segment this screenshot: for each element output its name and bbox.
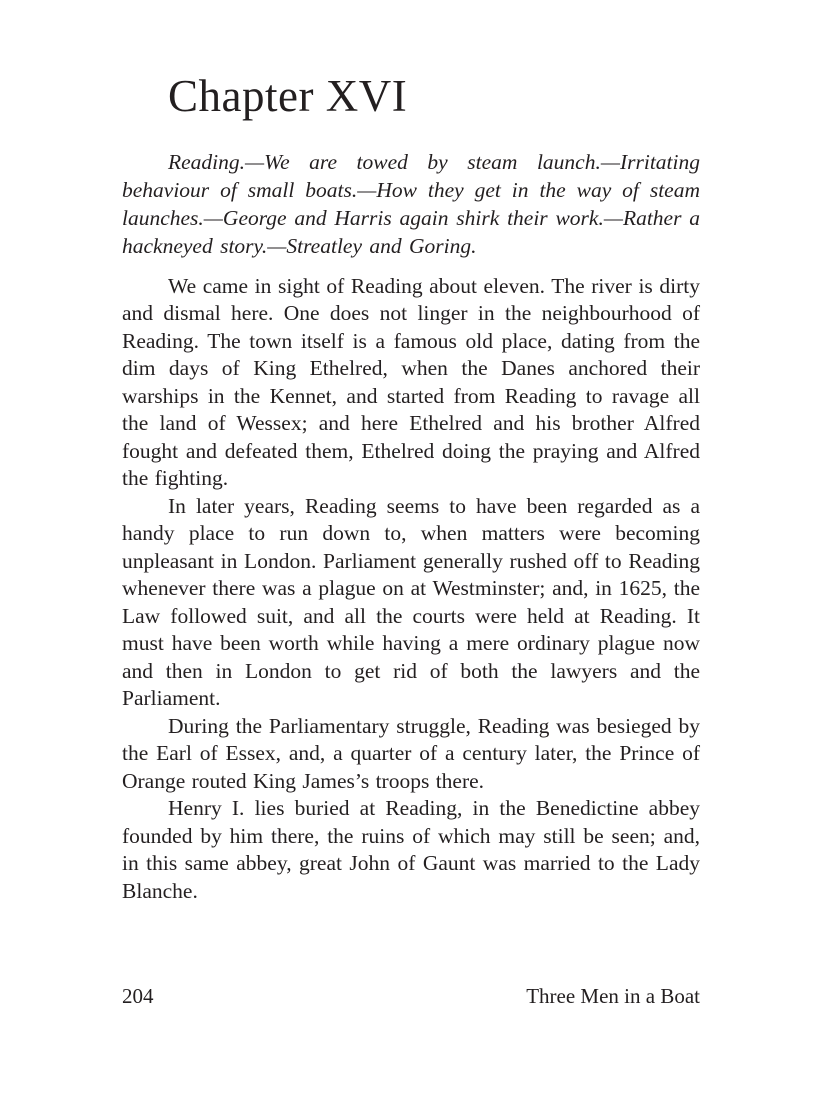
body-paragraph: In later years, Reading seems to have been regarded as a handy place to run down to, when matters were becoming unpleasant in London. Parliament generally rushed off to Reading whenever there was a plague on at Westminster; and, in 1625, the Law followed suit, and all the courts were held at Reading. It must have been worth while having a mere ordinary plague now and then in London to get rid of both the lawyers and the Parliament. bbox=[122, 493, 700, 710]
chapter-title: Chapter XVI bbox=[168, 71, 408, 121]
page-number: 204 bbox=[122, 984, 154, 1008]
body-paragraph: We came in sight of Reading about eleven. The river is dirty and dismal here. One does not linger in the neighbourhood of Reading. The town itself is a famous old place, dating from the dim days of King Ethelred, when the Danes anchored their warships in the Kennet, and started from Reading to ravage all the land of Wessex; and here Ethelred and his brother Alfred fought and defeated them, Ethelred doing the praying and Alfred the fighting. bbox=[122, 273, 700, 490]
page-footer bbox=[122, 984, 700, 1009]
chapter-synopsis: Reading.—We are towed by steam launch.—Irritating behaviour of small boats.—How they get in the way of steam launches.—George and Harris again shirk their work.—Rather a hackneyed story.—Streatley and Goring. bbox=[122, 149, 700, 258]
text-column bbox=[122, 0, 700, 905]
body-paragraph: Henry I. lies buried at Reading, in the Benedictine abbey founded by him there, the ruins of which may still be seen; and, in this same abbey, great John of Gaunt was married to the Lady Blanche. bbox=[122, 796, 700, 903]
running-title: Three Men in a Boat bbox=[526, 984, 700, 1008]
body-paragraph: During the Parliamentary struggle, Reading was besieged by the Earl of Essex, and, a quarter of a century later, the Prince of Orange routed King James’s troops there. bbox=[122, 713, 700, 793]
